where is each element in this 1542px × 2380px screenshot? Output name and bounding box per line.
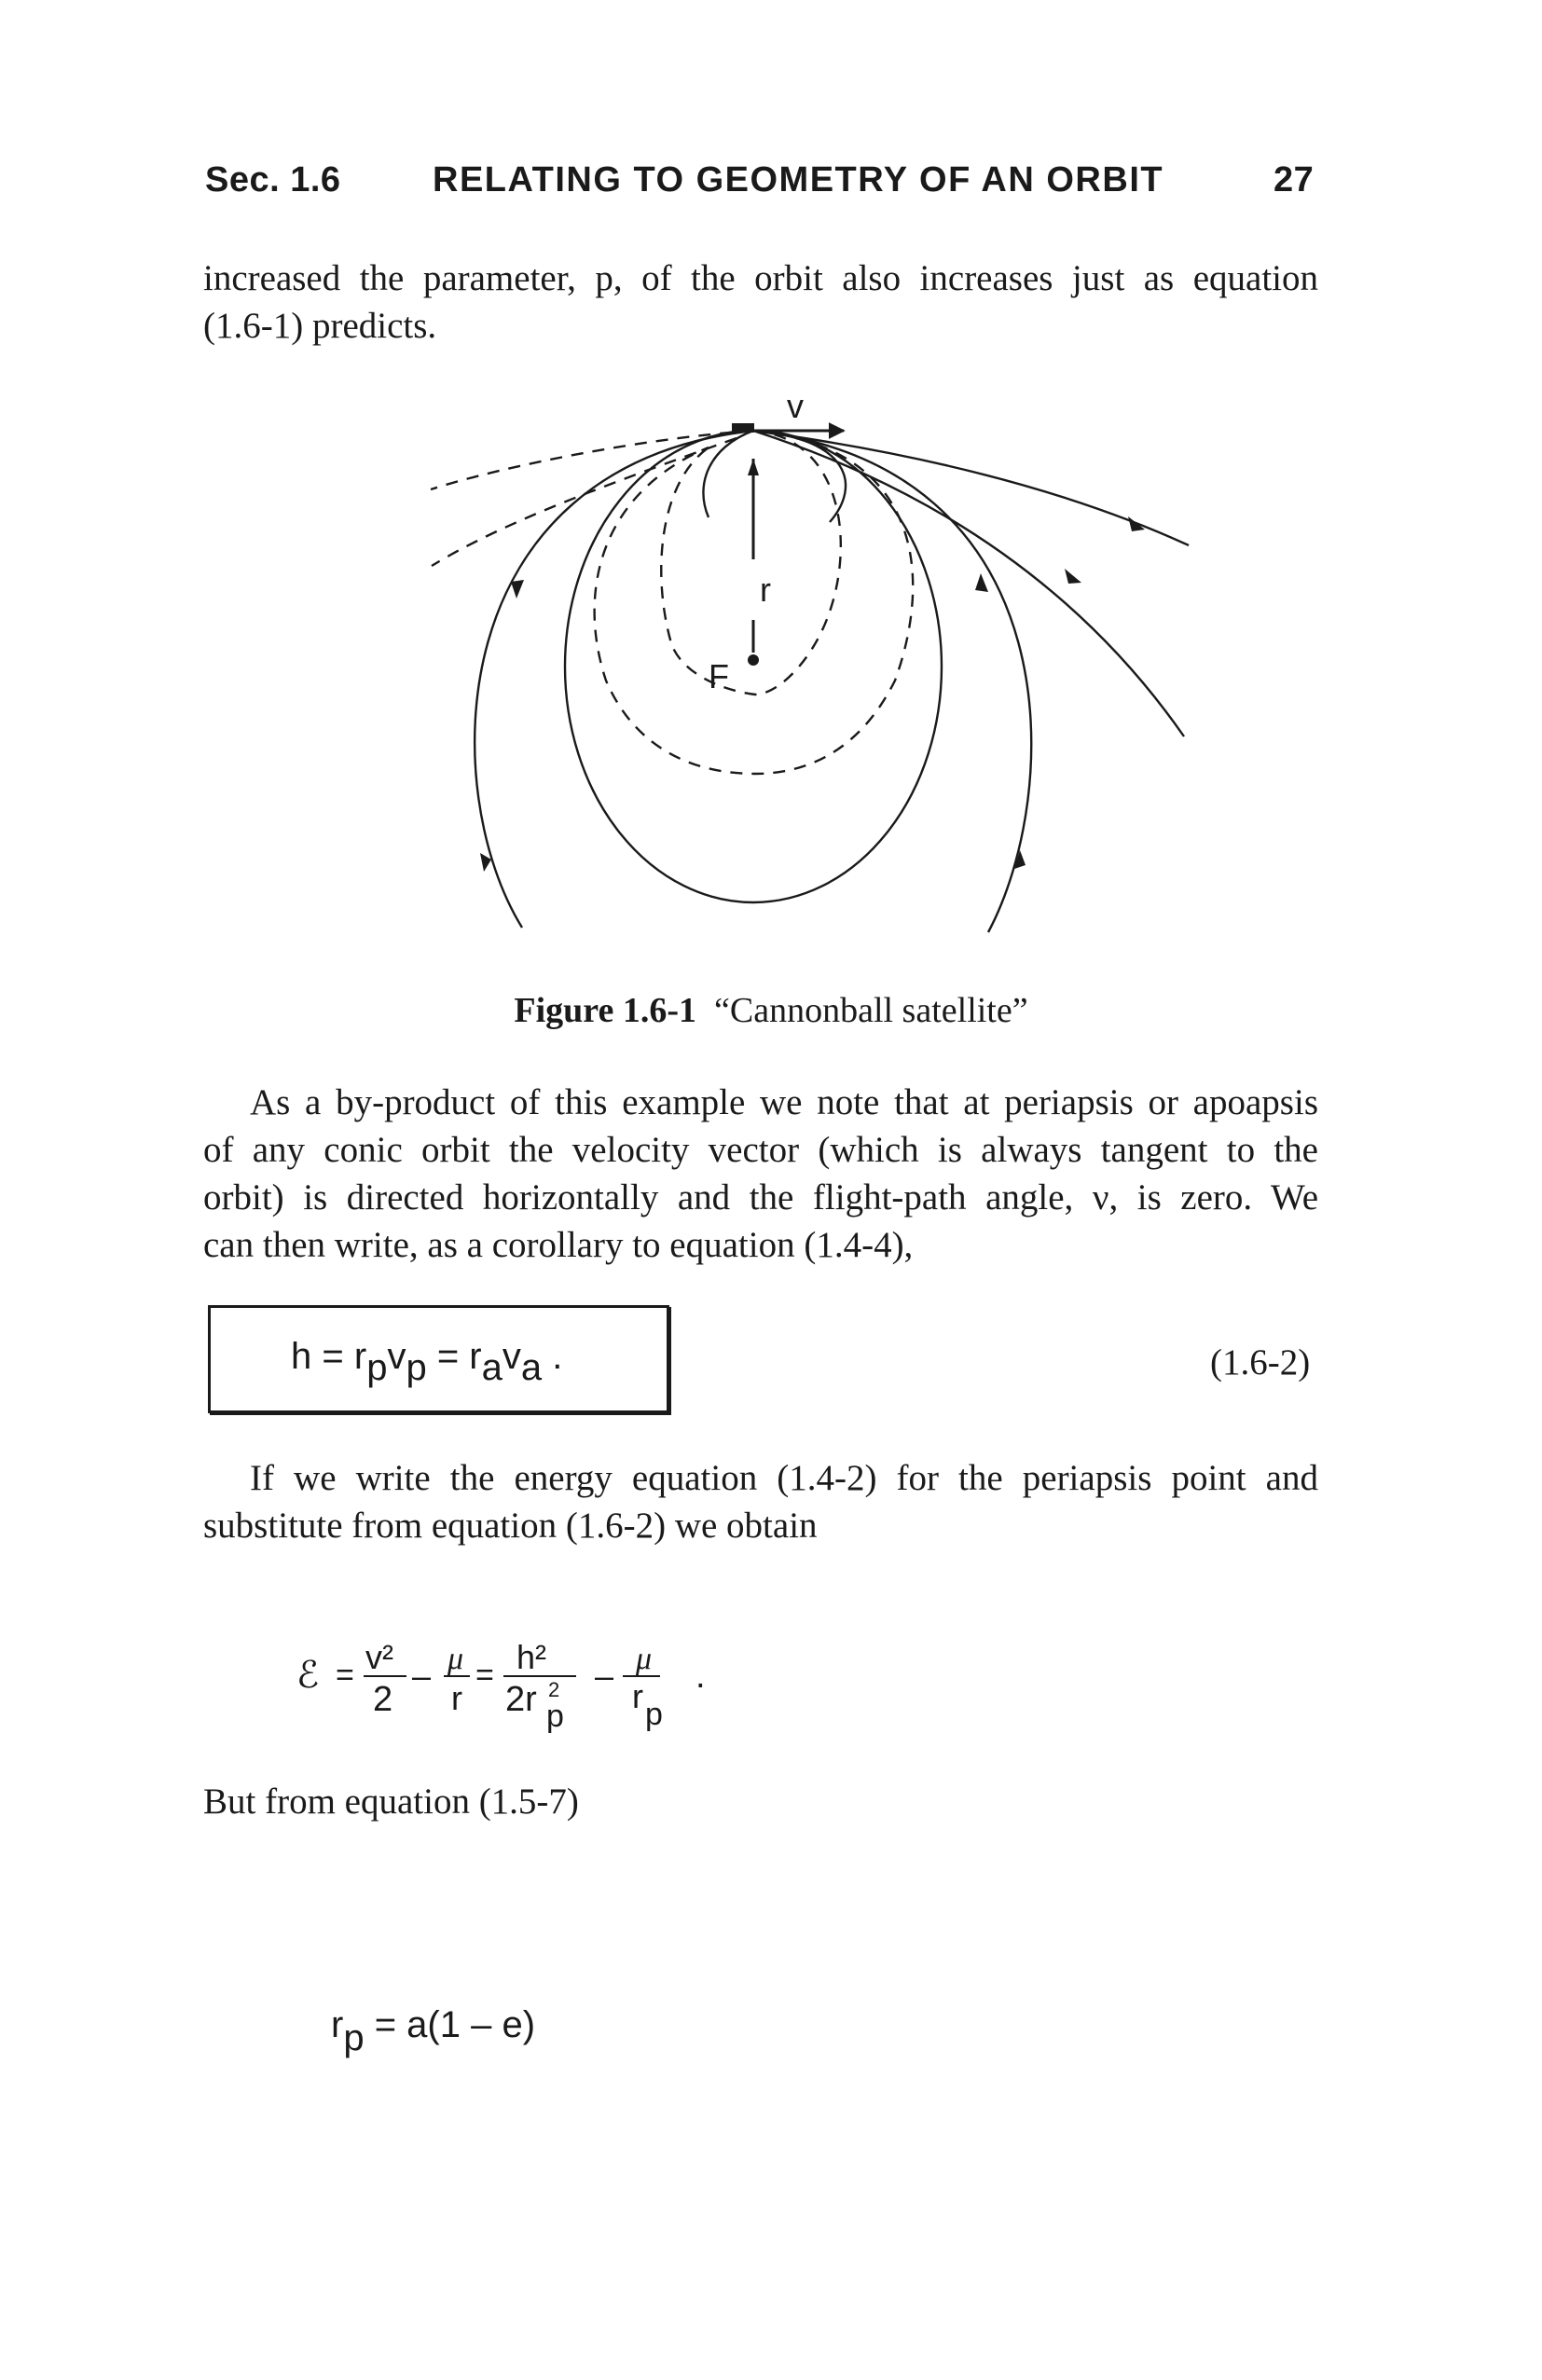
direction-arrow <box>975 573 988 592</box>
running-header-title: RELATING TO GEOMETRY OF AN ORBIT <box>433 160 1164 199</box>
eq-symbol: 2 <box>373 1680 393 1719</box>
eq-subscript: p <box>406 1347 427 1388</box>
eq-symbol: = <box>436 1336 460 1377</box>
eq-subscript: a <box>520 1347 543 1388</box>
direction-arrow <box>1065 569 1081 584</box>
text-line: If we write the energy equation (1.4-2) for the periapsis point and <box>250 1458 1318 1498</box>
eq-symbol: = <box>336 1658 354 1693</box>
eq-symbol: p <box>546 1699 564 1734</box>
direction-arrow <box>511 580 524 598</box>
dashed-leftward-path-lower <box>432 438 737 566</box>
eq-subscript: p <box>343 2017 365 2058</box>
paragraph-periapsis <box>203 1079 1318 1269</box>
velocity-label: v <box>787 387 804 425</box>
figure-caption-label: Figure 1.6-1 <box>514 991 696 1030</box>
eq-symbol: – <box>595 1657 614 1695</box>
radius-label: r <box>760 571 771 609</box>
running-header-section: Sec. 1.6 <box>205 160 341 199</box>
equation-number: (1.6-2) <box>1210 1342 1311 1383</box>
direction-arrow <box>1128 516 1145 531</box>
text-line: orbit) is directed horizontally and the flight-path angle, ν, is zero. We <box>203 1177 1318 1218</box>
text-line: increased the parameter, p, of the orbit also increases just as equation <box>203 258 1318 298</box>
inner-orbit-right <box>753 431 846 522</box>
eq-symbol: h <box>291 1336 312 1377</box>
inner-orbit-left <box>703 431 753 517</box>
page-number: 27 <box>1274 160 1315 199</box>
eq-subscript: p <box>366 1347 388 1388</box>
eq-symbol: μ <box>447 1642 464 1676</box>
eq-symbol: v² <box>365 1638 393 1676</box>
figure-caption <box>0 990 1542 1031</box>
eq-symbol: 2 <box>548 1678 560 1701</box>
eq-symbol: p <box>645 1697 663 1732</box>
eq-symbol: = <box>475 1658 494 1693</box>
eq-symbol: v <box>387 1336 406 1377</box>
energy-equation <box>296 1613 819 1753</box>
eq-symbol: = <box>322 1336 344 1377</box>
eq-rhs: = a(1 – e) <box>374 2004 536 2045</box>
eq-subscript: a <box>481 1347 503 1388</box>
eq-symbol: 2r <box>505 1680 537 1719</box>
eq-symbol: r <box>469 1336 482 1377</box>
paragraph-rp <box>203 1778 1318 1825</box>
escape-trajectory-inner <box>753 431 1184 736</box>
eq-symbol: r <box>632 1677 643 1715</box>
cannon-icon <box>732 423 754 433</box>
text-line: (1.6-1) predicts. <box>203 306 437 346</box>
eq-symbol: . <box>695 1657 706 1696</box>
text-line: can then write, as a corollary to equation (1.4-4), <box>203 1225 914 1265</box>
eq-symbol: r <box>331 2004 344 2045</box>
eq-symbol: . <box>552 1336 563 1377</box>
text-line: substitute from equation (1.6-2) we obtain <box>203 1506 818 1546</box>
text-line: of any conic orbit the velocity vector (which is always tangent to the <box>203 1130 1318 1170</box>
angular-momentum-equation <box>291 1336 563 1388</box>
text-line: But from equation (1.5-7) <box>203 1782 579 1822</box>
focus-point <box>748 654 759 666</box>
paragraph-energy <box>203 1454 1318 1549</box>
periapsis-radius-equation <box>331 2004 536 2058</box>
direction-arrow <box>748 459 759 475</box>
text-line: As a by-product of this example we note that at periapsis or apoapsis <box>250 1082 1318 1122</box>
eq-symbol: v <box>502 1336 521 1377</box>
eq-symbol: r <box>353 1336 367 1377</box>
energy-symbol: ℰ <box>296 1654 320 1696</box>
eq-symbol: – <box>412 1657 432 1695</box>
figure-caption-text: “Cannonball satellite” <box>714 991 1028 1030</box>
paragraph-continuation <box>203 255 1318 350</box>
eq-symbol: μ <box>636 1642 653 1676</box>
eq-symbol: h² <box>516 1638 547 1676</box>
eq-symbol: r <box>451 1679 462 1717</box>
cannonball-satellite-figure <box>410 387 1212 965</box>
focus-label: F <box>709 657 729 695</box>
